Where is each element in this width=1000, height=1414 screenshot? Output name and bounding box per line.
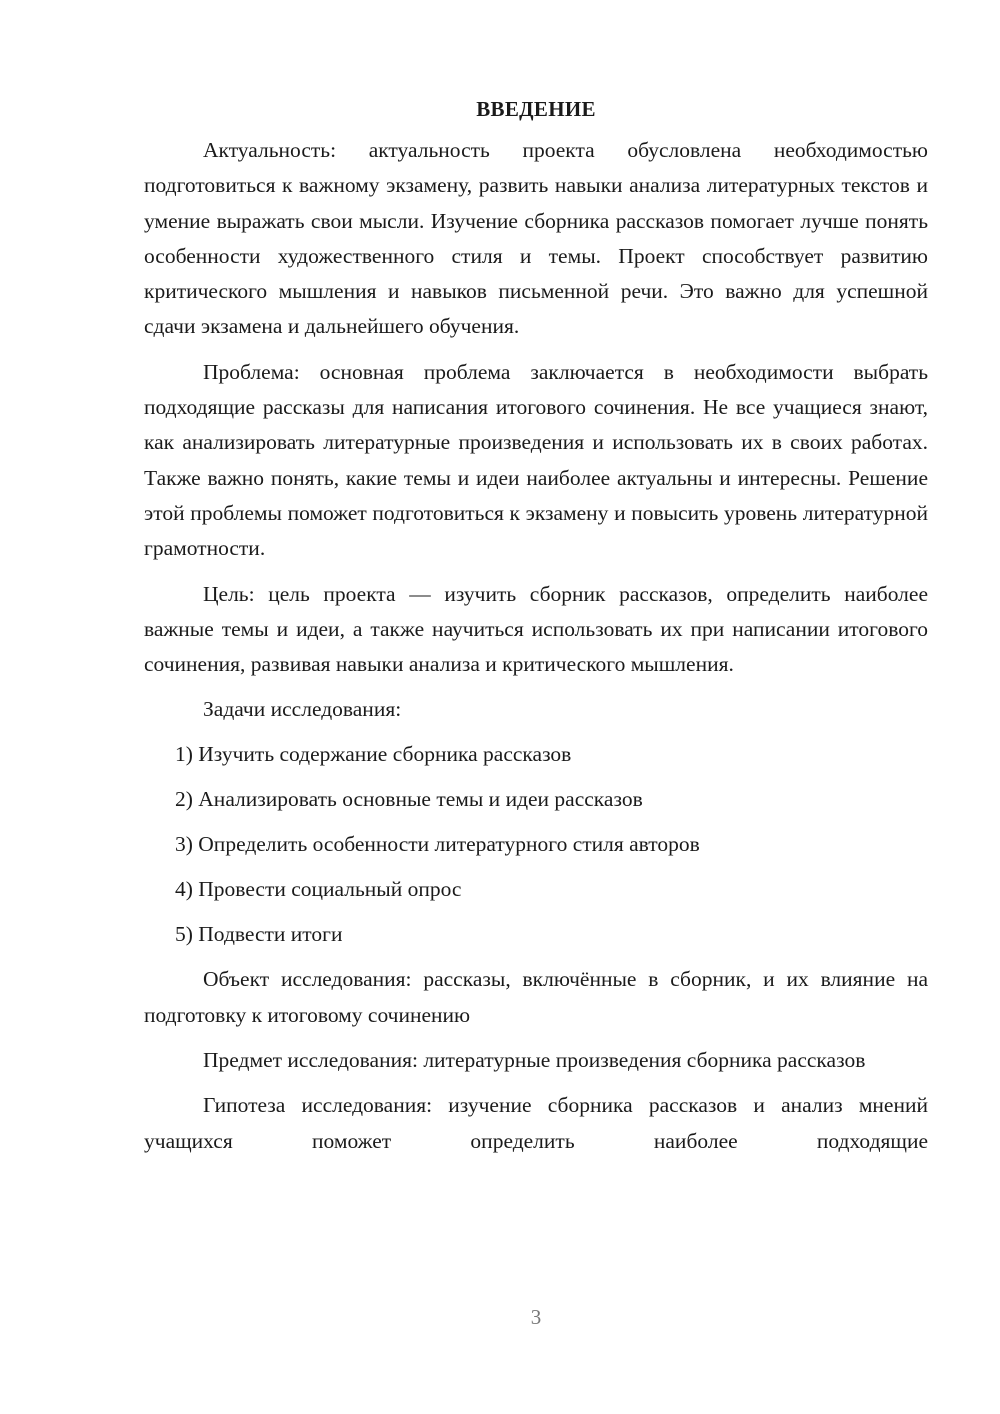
- tasks-heading: Задачи исследования:: [203, 697, 402, 722]
- task-item: 3) Определить особенности литературного стиля авторов: [175, 832, 700, 857]
- document-page: [144, 92, 928, 1169]
- task-item: 2) Анализировать основные темы и идеи рассказов: [175, 787, 643, 812]
- paragraph-relevance: Актуальность: актуальность проекта обусловлена необходимостью подготовиться к важному экзамену, развить навыки анализа литературных текстов и умение выражать свои мысли. Изучение сборника рассказов помогает лучше понять особенности художественного стиля и темы. Проект способствует развитию критического мышления и навыков письменной речи. Это важно для успешной сдачи экзамена и дальнейшего обучения.: [144, 138, 928, 339]
- paragraph-object: Объект исследования: рассказы, включённые в сборник, и их влияние на подготовку к итоговому сочинению: [144, 967, 928, 1027]
- task-list: [144, 737, 928, 952]
- paragraph-problem: Проблема: основная проблема заключается в необходимости выбрать подходящие рассказы для написания итогового сочинения. Не все учащиеся знают, как анализировать литературные произведения и использовать их в своих работах. Также важно понять, какие темы и идеи наиболее актуальны и интересны. Решение этой проблемы поможет подготовиться к экзамену и повысить уровень литературной грамотности.: [144, 359, 928, 561]
- paragraph-goal: Цель: цель проекта — изучить сборник рассказов, определить наиболее важные темы и идеи, а также научиться использовать их при написании итогового сочинения, развивая навыки анализа и критического мышления.: [144, 581, 928, 677]
- paragraph-subject: Предмет исследования: литературные произведения сборника рассказов: [203, 1048, 866, 1073]
- page-number: 3: [530, 1305, 542, 1329]
- task-item: 1) Изучить содержание сборника рассказов: [175, 742, 572, 767]
- task-item: 4) Провести социальный опрос: [175, 877, 462, 902]
- task-item: 5) Подвести итоги: [175, 922, 343, 947]
- page-title: ВВЕДЕНИЕ: [476, 97, 596, 121]
- paragraph-hypothesis: Гипотеза исследования: изучение сборника рассказов и анализ мнений учащихся поможет определить наиболее подходящие: [144, 1093, 928, 1153]
